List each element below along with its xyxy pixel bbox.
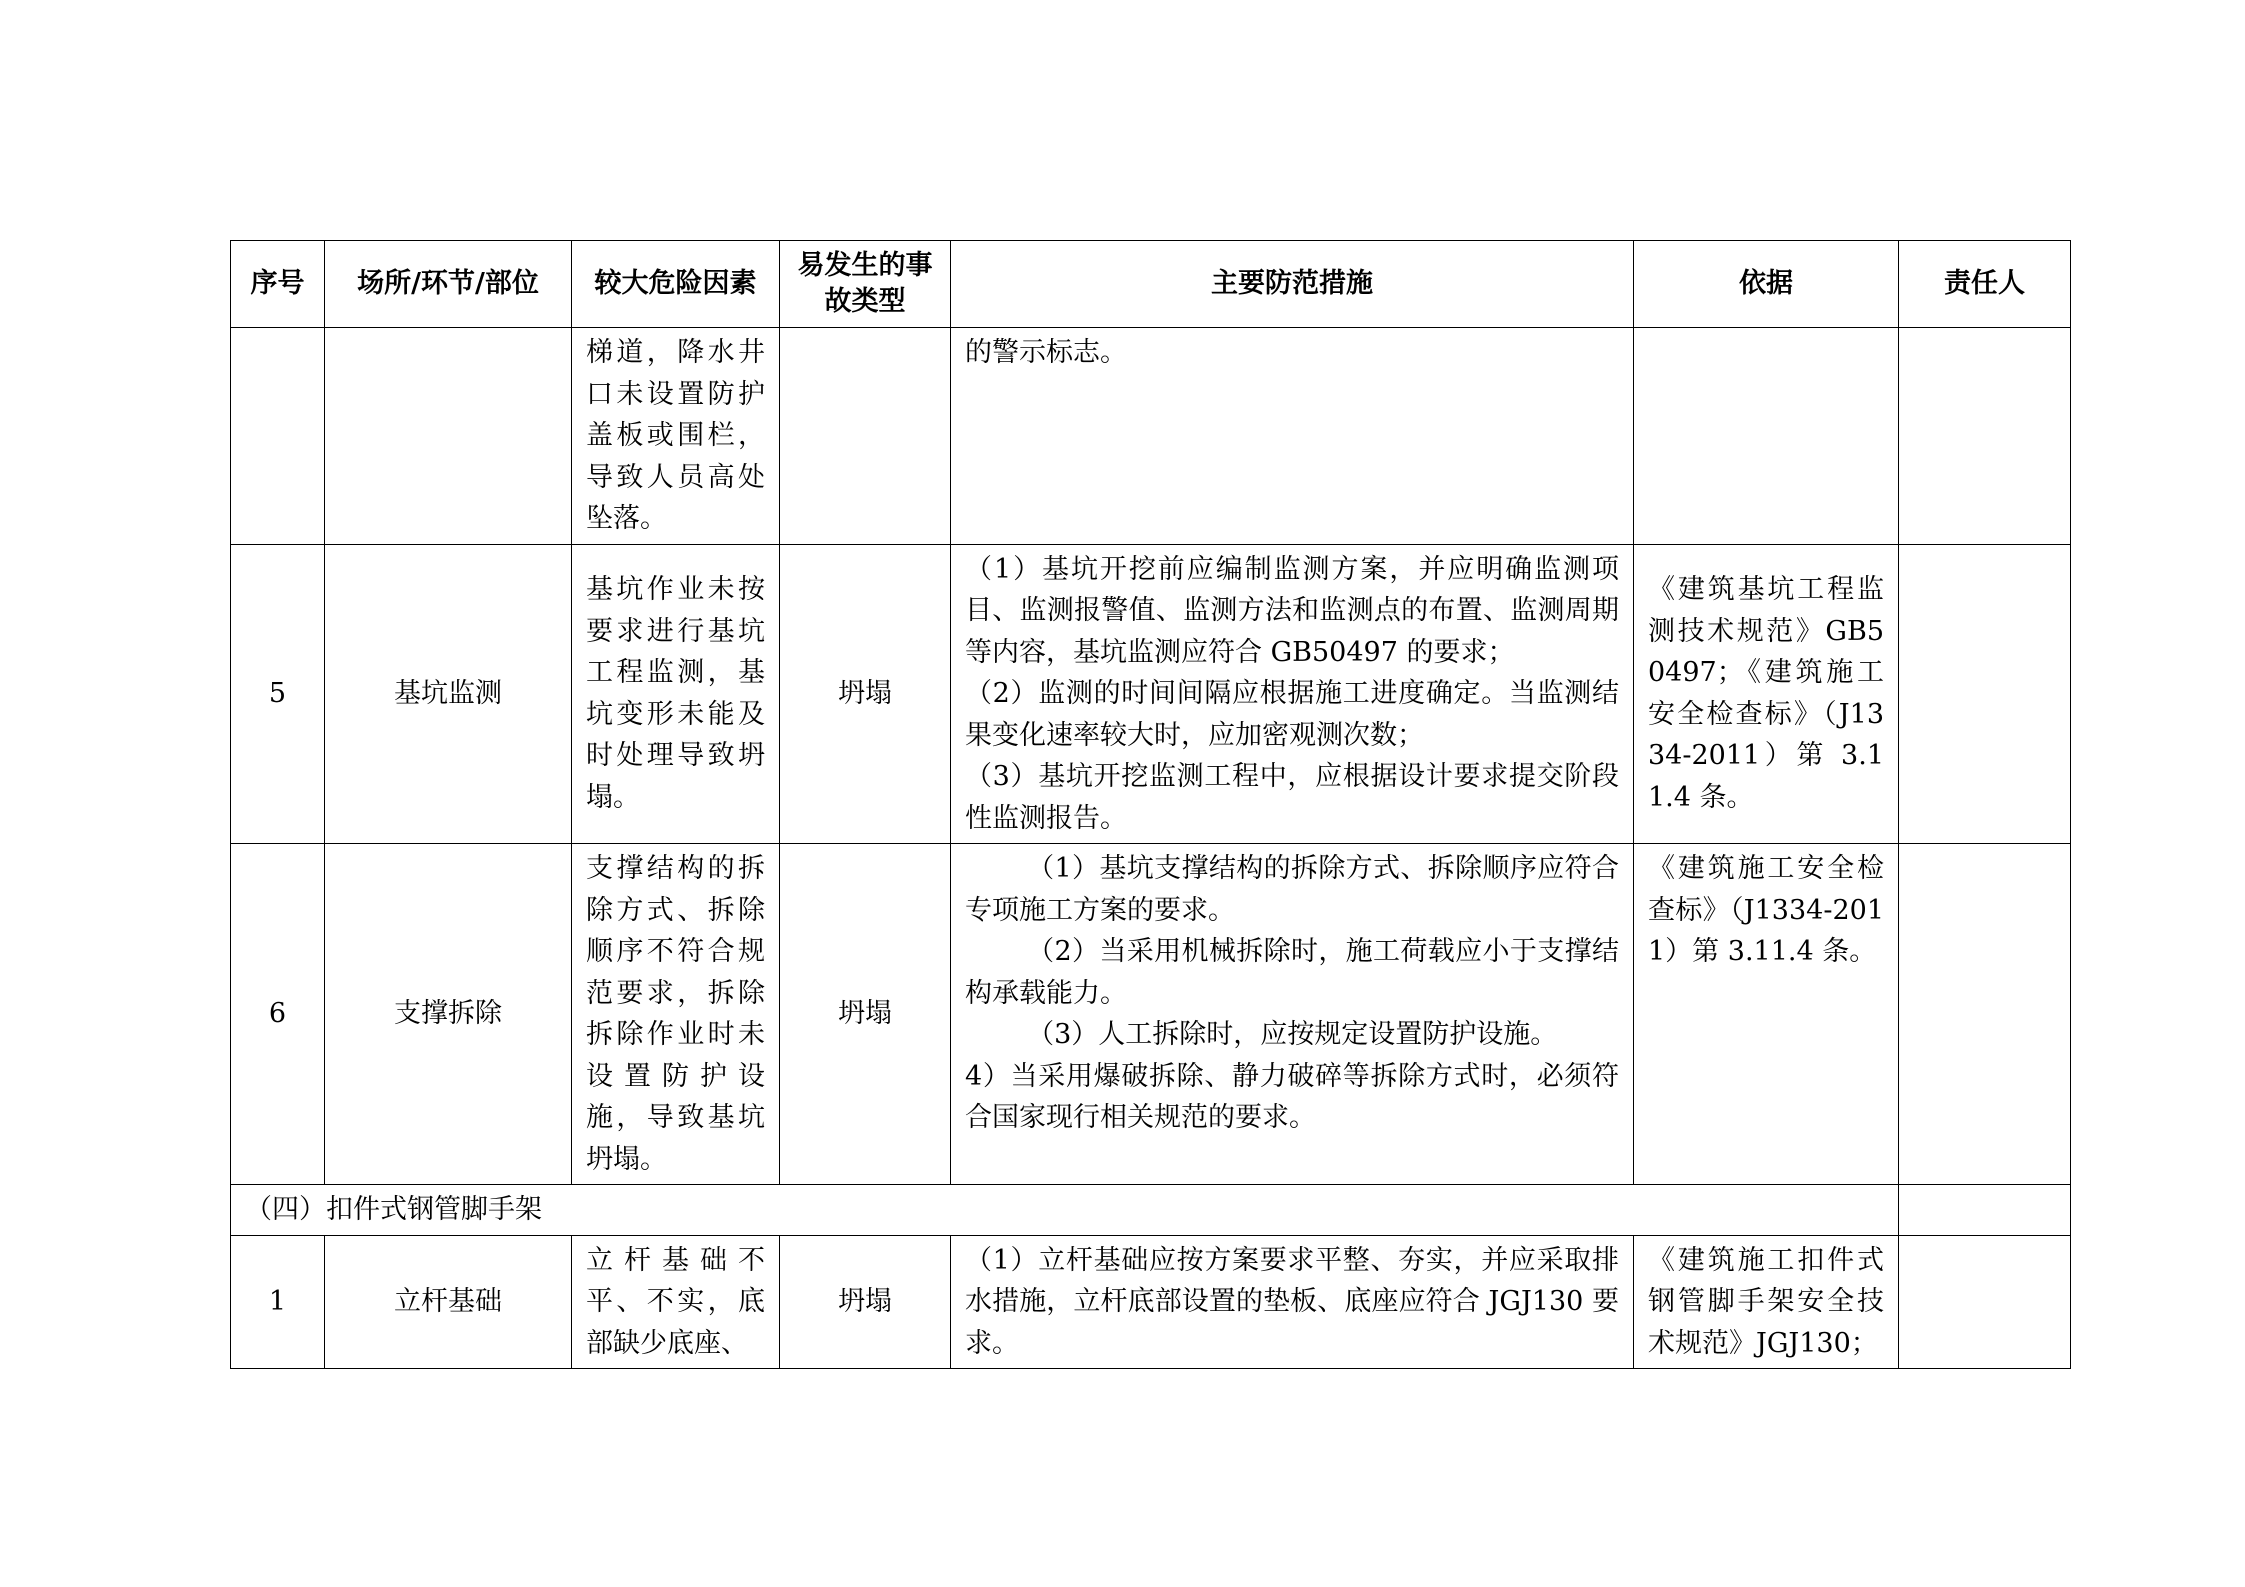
table-row: [231, 544, 2071, 844]
table-row: [231, 1235, 2071, 1369]
cell-measures: [951, 544, 1634, 844]
risk-table: [230, 240, 2071, 1369]
cell-measures: （1）立杆基础应按方案要求平整、夯实，并应采取排水措施，立杆底部设置的垫板、底座应符合 JGJ130 要求。: [951, 1235, 1634, 1369]
cell-owner: [1899, 1235, 2071, 1369]
cell-owner: [1899, 544, 2071, 844]
cell-num: [231, 328, 325, 545]
cell-risk: 梯道，降水井口未设置防护盖板或围栏，导致人员高处坠落。: [572, 328, 780, 545]
cell-owner: [1899, 328, 2071, 545]
cell-place: [325, 328, 572, 545]
header-risk: 较大危险因素: [572, 241, 780, 328]
table-row: [231, 328, 2071, 545]
cell-owner: [1899, 1185, 2071, 1236]
cell-measures: [951, 844, 1634, 1185]
cell-num: 1: [231, 1235, 325, 1369]
header-owner: 责任人: [1899, 241, 2071, 328]
measure-item: （2）监测的时间间隔应根据施工进度确定。当监测结果变化速率较大时，应加密观测次数；: [965, 678, 1619, 751]
measure-item: 4）当采用爆破拆除、静力破碎等拆除方式时，必须符合国家现行相关规范的要求。: [965, 1060, 1619, 1133]
cell-basis: 《建筑施工安全检查标》（J1334-2011）第 3.11.4 条。: [1634, 844, 1899, 1185]
cell-place: 立杆基础: [325, 1235, 572, 1369]
cell-type: 坍塌: [780, 844, 951, 1185]
measure-item: （1）基坑支撑结构的拆除方式、拆除顺序应符合专项施工方案的要求。: [965, 853, 1619, 926]
measure-item: （2）当采用机械拆除时，施工荷载应小于支撑结构承载能力。: [965, 936, 1619, 1009]
cell-type: [780, 328, 951, 545]
header-type: 易发生的事故类型: [780, 241, 951, 328]
cell-type: 坍塌: [780, 544, 951, 844]
header-basis: 依据: [1634, 241, 1899, 328]
cell-basis: 《建筑施工扣件式钢管脚手架安全技术规范》JGJ130；: [1634, 1235, 1899, 1369]
cell-num: 5: [231, 544, 325, 844]
measure-item: （1）基坑开挖前应编制监测方案，并应明确监测项目、监测报警值、监测方法和监测点的布置、监测周期等内容，基坑监测应符合 GB50497 的要求；: [965, 553, 1619, 668]
header-num: 序号: [231, 241, 325, 328]
header-place: 场所/环节/部位: [325, 241, 572, 328]
section-row: [231, 1185, 2071, 1236]
cell-place: 基坑监测: [325, 544, 572, 844]
cell-owner: [1899, 844, 2071, 1185]
cell-basis: 《建筑基坑工程监测技术规范》GB50497；《建筑施工安全检查标》（J1334-2011）第 3.11.4 条。: [1634, 544, 1899, 844]
table-row: [231, 844, 2071, 1185]
cell-type: 坍塌: [780, 1235, 951, 1369]
cell-place: 支撑拆除: [325, 844, 572, 1185]
header-row: [231, 241, 2071, 328]
header-measures: 主要防范措施: [951, 241, 1634, 328]
measure-item: （3）基坑开挖监测工程中，应根据设计要求提交阶段性监测报告。: [965, 761, 1619, 834]
cell-measures: 的警示标志。: [951, 328, 1634, 545]
cell-risk: 支撑结构的拆除方式、拆除顺序不符合规范要求，拆除拆除作业时未设置防护设施，导致基坑坍塌。: [572, 844, 780, 1185]
measure-item: （3）人工拆除时，应按规定设置防护设施。: [1027, 1019, 1558, 1050]
cell-risk: 基坑作业未按要求进行基坑工程监测，基坑变形未能及时处理导致坍塌。: [572, 544, 780, 844]
section-title: （四）扣件式钢管脚手架: [231, 1185, 1899, 1236]
cell-basis: [1634, 328, 1899, 545]
cell-risk: 立杆基础不平、不实，底部缺少底座、: [572, 1235, 780, 1369]
cell-num: 6: [231, 844, 325, 1185]
